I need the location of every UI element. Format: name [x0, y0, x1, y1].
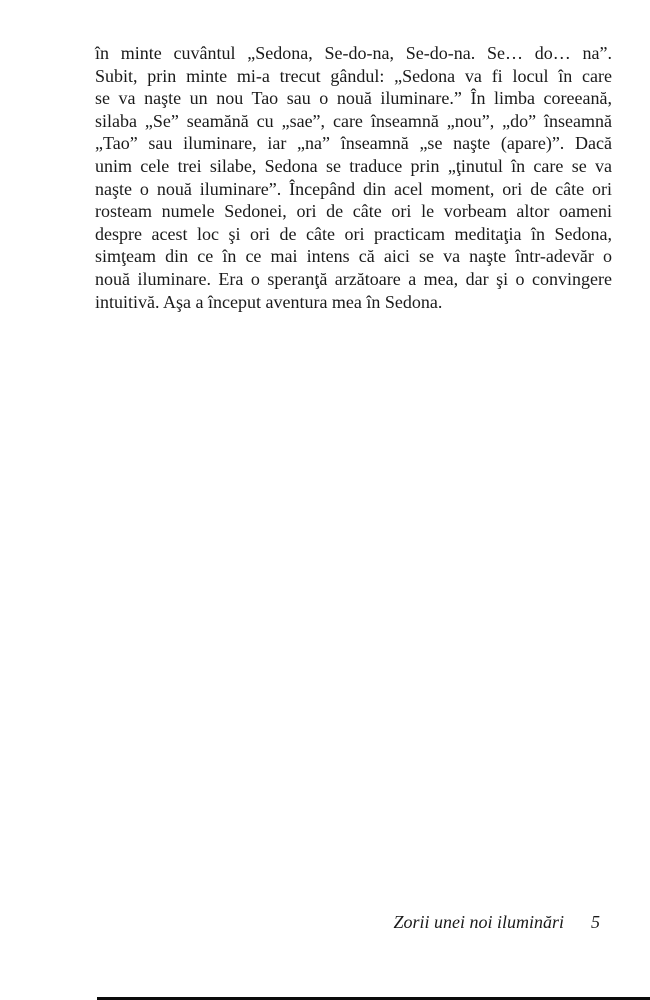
body-text-line: în minte cuvântul „Sedona, Se-do-na, Se-do-na. Se… do… na”.	[95, 43, 612, 63]
body-text-line: silaba „Se” seamănă cu „sae”, care înseamnă „nou”, „do” înseamnă	[95, 110, 612, 131]
body-text-line: unim cele trei silabe, Sedona se traduce prin „ţinutul în care se va	[95, 155, 612, 176]
body-text-line: intuitivă. Aşa a început aventura mea în Sedona.	[95, 291, 443, 312]
running-footer-title: Zorii unei noi iluminări	[393, 912, 564, 932]
page-footer	[393, 910, 600, 934]
page-number: 5	[591, 912, 600, 932]
body-text-line: simţeam din ce în ce mai intens că aici se va naşte într-adevăr o	[95, 246, 612, 267]
body-text-line: despre acest loc şi ori de câte ori practicam meditaţia în Sedona,	[95, 223, 612, 244]
body-text-line: Subit, prin minte mi-a trecut gândul: „Sedona va fi locul în care	[95, 65, 612, 86]
body-text-line: se va naşte un nou Tao sau o nouă iluminare.” În limba coreeană,	[95, 88, 612, 109]
body-text-line: rosteam numele Sedonei, ori de câte ori le vorbeam altor oameni	[95, 201, 612, 222]
body-text-line: naşte o nouă iluminare”. Începând din acel moment, ori de câte ori	[95, 178, 612, 199]
body-text-line: „Tao” sau iluminare, iar „na” înseamnă „se naşte (apare)”. Dacă	[95, 133, 612, 154]
body-text-block	[95, 42, 612, 313]
body-text-line: nouă iluminare. Era o speranţă arzătoare a mea, dar şi o convingere	[95, 268, 612, 289]
